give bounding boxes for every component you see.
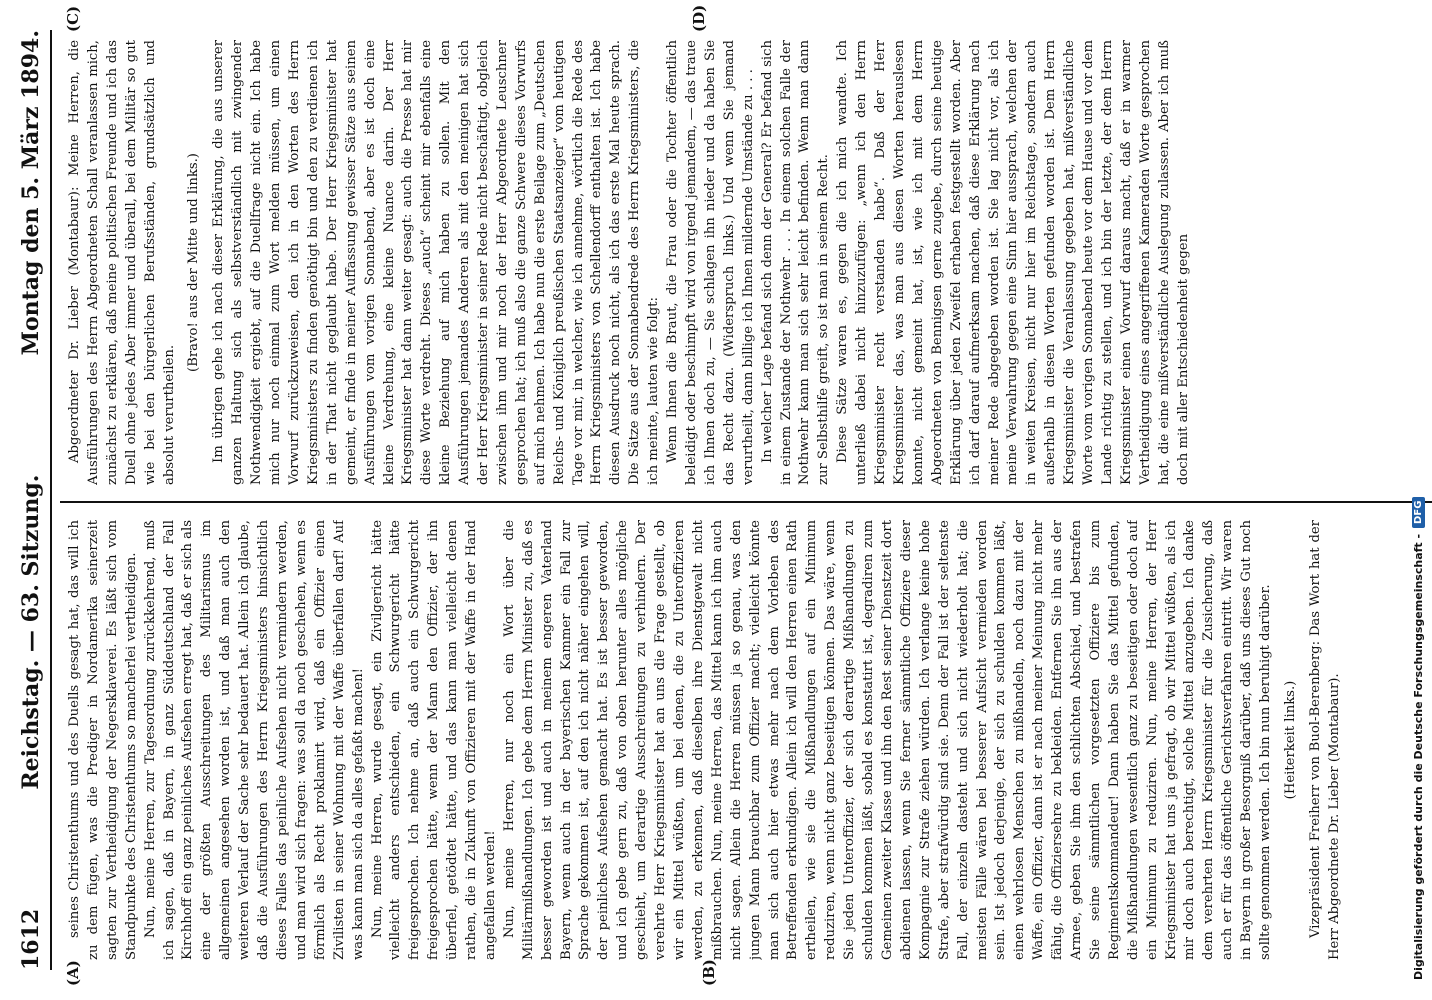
paragraph: Nun, meine Herren, nur noch ein Wort über die Militärmißhandlungen. Ich gebe dem Herrn Minister zu, daß es besser geworden ist und auch in meinem engeren Vaterland Bayern, wenn auch in der bayerischen Kammer ein Fall zur Sprache gekommen ist, auf den ich nicht näher eingehen will, der peinliches Aufsehen gemacht hat. Es ist besser geworden, und ich gebe gern zu, daß von oben herunter alles mögliche geschieht, um derartige Ausschreitungen zu verhindern. Der verehrte Herr Kriegsminister hat an uns die Frage gestellt, ob wir ein Mittel wüßten, um bei denen, die zu Unteroffizieren werden, zu erkennen, daß dieselben ihre Dienstgewalt nicht mißbrauchen. Nun, meine Herren, das Mittel kann ich ihm auch nicht sagen. Allein die Herren müssen ja so genau, was den jungen Mann brauchbar zum Offizier macht; vielleicht könnte man sich auch hier etwas mehr nach dem Vorleben des Betreffenden erkundigen. Allein ich will den Herren einen Rath ertheilen, wie sie die Mißhandlungen auf ein Minimum reduziren, wenn nicht ganz beseitigen können. Das wäre, wenn Sie jeden Unteroffizier, der sich derartige Mißhandlungen zu schulden kommen läßt, sobald es konstatirt ist, degradiren zum Gemeinen zweiter Klasse und ihn den Rest seiner Dienstzeit dort abdienen lassen, wenn Sie ferner sämmtliche Offiziere dieser Kompagnie zur Strafe ziehen würden. Ich verlange keine hohe Strafe, aber strafwürdig sind sie. Denn der Fall ist der seltenste Fall, der einzeln dasteht und sich nicht wiederholt hat; die meisten Fälle wären bei besserer Aufsicht vermieden worden sein. Ist jedoch derjenige, der sich zu schulden kommen läßt, einen wehrlosen Menschen zu mißhandeln, noch dazu mit der Waffe, ein Offizier, dann ist er nach meiner Meinung nicht mehr fähig, die Offiziersehre zu bekleiden. Entfernen Sie ihn aus der Armee, geben Sie ihm den schlichten Abschied, und bestrafen Sie seine sämmtlichen vorgesetzten Offiziere bis zum Regimentskommandeur! Dann haben Sie das Mittel gefunden, die Mißhandlungen wesentlich ganz zu beseitigen oder doch auf ein Minimum zu reduziren. Nun, meine Herren, der Herr Kriegsminister hat uns ja gefragt, ob wir Mittel wüßten, als ich mir doch auch berechtigt, solche Mittel anzugeben. Ich danke dem verehrten Herrn Kriegsminister für die Zusicherung, daß auch er für das öffentliche Gerichtsverfahren eintritt. Wir waren in Bayern in großer Besorgniß darüber, daß uns dieses Gut noch sollte genommen werden. Ich bin nun beruhigt darüber.	[501, 520, 1274, 960]
left-column	[66, 520, 1426, 960]
paragraph: Nun, meine Herren, wurde gesagt, ein Zivilgericht hätte vielleicht anders entschieden, ein Schwurgericht hätte freigesprochen. Ich nehme an, daß auch ein Schwurgericht freigesprochen hätte, wenn der Mann den Offizier, der ihn überfiel, getödtet hätte, und das kann man vielleicht denen rathen, die in Zukunft von Offizieren mit der Waffe in der Hand angefallen werden!	[369, 520, 498, 960]
column-divider	[60, 501, 1432, 503]
credit-text: Digitalisierung gefördert durch die Deutsche Forschungsgemeinschaft -	[1411, 533, 1425, 980]
paragraph: Im übrigen gehe ich nach dieser Erklärung, die aus unserer ganzen Haltung sich als selbstverständlich mit zwingender Nothwendigkeit ergiebt, auf die Duellfrage nicht ein. Ich habe mich nur noch einmal zum Wort melden müssen, um einen Vorwurf zurückzuweisen, den ich in den Worten des Herrn Kriegsministers zu finden genöthigt bin und den zu verdienen ich in der That nicht geglaubt habe. Der Herr Kriegsminister hat gemeint, er finde in meiner Auffassung gewisser Sätze aus seinen Ausführungen vom vorigen Sonnabend, aber es ist doch eine kleine Verdrehung, eine kleine Nuance darin. Der Herr Kriegsminister hat dann weiter gesagt: auch die Presse hat mir diese Worte verdreht. Dieses „auch“ scheint mir ebenfalls eine kleine Beziehung auf mich haben zu sollen. Mit den Ausführungen jemandes Anderen als mit den meinigen hat sich der Herr Kriegsminister in seiner Rede nicht beschäftigt, obgleich zwischen ihm und mir noch der Herr Abgeordnete Leuschner gesprochen hat; ich muß also die ganze Schwere dieses Vorwurfs auf mich nehmen. Ich habe nun die erste Beilage zum „Deutschen Reichs- und Königlich preußischen Staatsanzeiger“ vom heutigen Tage vor mir, in welcher, wie ich annehme, wörtlich die Rede des Herrn Kriegsministers von Schellendorff enthalten ist. Ich habe diesen Ausdruck noch nicht, als ich das erste Mal heute sprach. Die Sätze aus der Sonnabendrede des Herrn Kriegsministers, die ich meinte, lauten wie folgt:	[211, 40, 662, 485]
margin-marker-b: (B)	[700, 959, 718, 986]
right-column	[66, 40, 1426, 485]
digitization-credit	[1406, 20, 1430, 980]
speaker-statement: Abgeordneter Dr. Lieber (Montabaur): Meine Herren, die Ausführungen des Herrn Abgeordneten Schall veranlassen mich, zunächst zu erklären, daß meine politischen Freunde und ich das Duell ohne jedes Aber immer und überall, bei dem Militär so gut wie bei den bürgerlichen Berufsständen, grundsätzlich und absolut verurtheilen.	[67, 40, 177, 485]
page-number: 1612	[18, 908, 44, 970]
paragraph: Diese Sätze waren es, gegen die ich mich wandte. Ich unterließ dabei nicht hinzuzufügen: „wenn ich den Herrn Kriegsminister recht verstanden habe“. Daß der Herr Kriegsminister das, was man aus diesen Worten herauslesen konnte, nicht gemeint hat, ist, wie ich mit dem Herrn Abgeordneten von Bennigsen gerne zugebe, durch seine heutige Erklärung über jeden Zweifel erhaben festgestellt worden. Aber ich darf darauf aufmerksam machen, daß diese Erklärung nach meiner Rede abgegeben worden ist. Sie lag nicht vor, als ich meine Verwahrung gegen eine Sinn hier aussprach, welchen der in weiten Kreisen, nicht nur hier im Reichstage, sondern auch außerhalb in diesen Worten gefunden worden ist. Dem Herrn Kriegsminister die Veranlassung gegeben hat, mißverständliche Worte vom vorigen Sonnabend heute vor dem Hause und vor dem Lande richtig zu stellen, und ich bin der letzte, der dem Herrn Kriegsminister einen Vorwurf daraus macht, daß er in warmer Vertheidigung eines angegriffenen Kameraden Worte gesprochen hat, die eine mißverständliche Auslegung zulassen. Aber ich muß doch mit aller Entschiedenheit gegen	[835, 40, 1191, 485]
quoted-paragraph: In welcher Lage befand sich denn der General? Er befand sich in einem Zustande der Nothwehr . . . In einem solchen Falle der Nothwehr kann man sich sehr leicht befinden. Wenn man dann zur Selbsthilfe greift, so ist man in seinem Recht.	[759, 40, 832, 485]
interjection: (Heiterkeit links.)	[1283, 680, 1298, 800]
margin-marker-c: (C)	[64, 5, 82, 32]
session-date: Montag den 5. März 1894.	[18, 30, 44, 356]
margin-marker-a: (A)	[64, 960, 82, 986]
dfg-logo: DFG	[1412, 497, 1425, 528]
paragraph: Nun, meine Herren, zur Tagesordnung zurückkehrend, muß ich sagen, daß in Bayern, in ganz Süddeutschland der Fall Kirchhoff ein ganz peinliches Aufsehen erregt hat, daß er sich als eine der größten Ausschreitungen des Militarismus im allgemeinen angesehen worden ist, und daß man auch den weiteren Verlauf der Sache sehr bedauert hat. Allein ich glaube, daß die Ausführungen des Herrn Kriegsministers hinsichtlich dieses Falles das peinliche Aufsehen nicht vermindern werden, und man wird sich fragen: was soll da noch geschehen, wenn es förmlich als Recht proklamirt wird, daß ein Offizier einen Zivilisten in seiner Wohnung mit der Waffe überfallen darf! Auf was kann man sich da alles gefaßt machen!	[142, 520, 366, 960]
interjection: (Bravo! aus der Mitte und links.)	[186, 153, 202, 372]
quoted-paragraph: Wenn Ihnen die Braut, die Frau oder die Tochter öffentlich beleidigt oder beschimpft wird von irgend jemandem, — das traue ich Ihnen doch zu, — Sie schlagen ihn nieder und da haben Sie das Recht dazu. (Widerspruch links.) Und wenn Sie jemand verurtheilt, dann billige ich Ihnen mildernde Umstände zu . . .	[665, 40, 756, 485]
margin-marker-d: (D)	[690, 4, 708, 32]
speaker-intro: Vizepräsident Freiherr von Buol-Berenberg: Das Wort hat der Herr Abgeordnete Dr. Lieber (Montabaur).	[1307, 520, 1342, 960]
page-header	[12, 30, 52, 970]
session-title: Reichstag. — 63. Sitzung.	[18, 474, 44, 790]
paragraph: seines Christenthums und des Duells gesagt hat, das will ich zu dem fügen, was die Prediger in Nordamerika seinerzeit sagten zur Vertheidigung der Negersklaverei. Es läßt sich vom Standpunkte des Christenthums so mancherlei vertheidigen.	[67, 520, 139, 960]
